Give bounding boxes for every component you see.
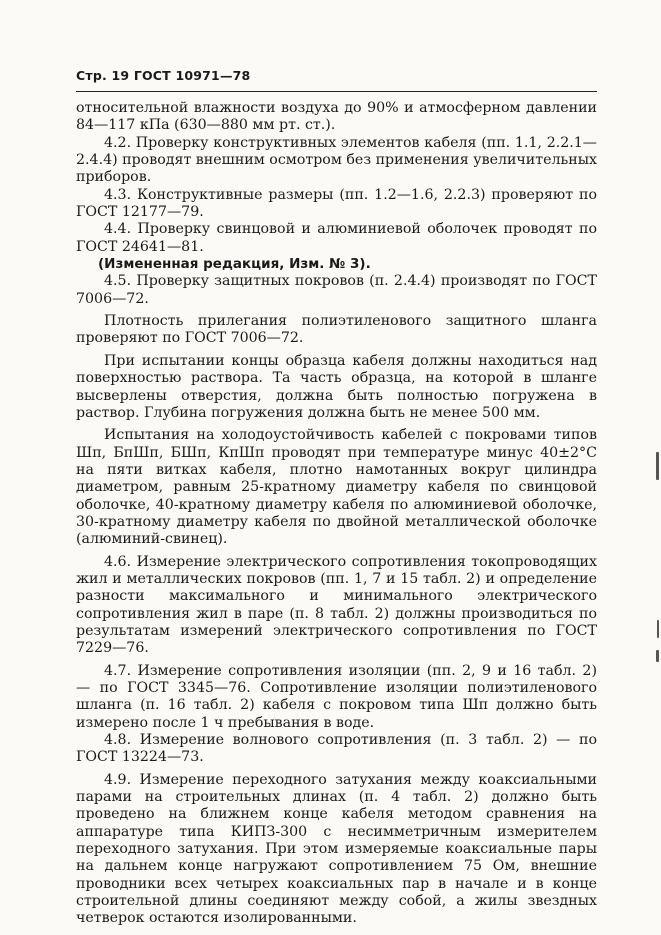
paragraph-continuation: относительной влажности воздуха до 90% и атмосферном давлении 84—117 кПа (630—880 мм рт. ст.). (76, 100, 597, 134)
paragraph-4-4: 4.4. Проверку свинцовой и алюминиевой оболочек проводят по ГОСТ 24641—81. (76, 221, 597, 255)
paragraph-test-immersion: При испытании концы образца кабеля должны находиться над поверхностью раствора. Та часть образца, на которой в шланге высверлены отверстия, должна быть полностью погружена в раствор. Глубина погружения должна быть не менее 500 мм. (76, 352, 597, 421)
scan-speck (656, 452, 659, 480)
paragraph-4-8: 4.8. Измерение волнового сопротивления (п. 3 табл. 2) — по ГОСТ 13224—73. (76, 732, 597, 766)
page-header: Стр. 19 ГОСТ 10971—78 (76, 68, 251, 83)
paragraph-4-9: 4.9. Измерение переходного затухания между коаксиальными парами на строительных длинах (п. 4 табл. 2) должно быть проведено на ближнем конце кабеля методом сравнения на аппаратуре типа КИПЗ-300 с несимметричным измерителем переходного затухания. При этом измеряемые коаксиальные пары на дальнем конце нагружают сопротивлением 75 Ом, внешние проводники всех четырех коаксиальных пар в начале и в конце строительной длины соединяют между собой, а жилы звездных четверок остаются изолированными. (76, 771, 597, 927)
paragraph-4-5: 4.5. Проверку защитных покровов (п. 2.4.4) производят по ГОСТ 7006—72. (76, 273, 597, 307)
document-body (76, 100, 597, 928)
amendment-note: (Измененная редакция, Изм. № 3). (98, 256, 371, 273)
paragraph-shield-density: Плотность прилегания полиэтиленового защитного шланга проверяют по ГОСТ 7006—72. (76, 313, 597, 347)
paragraph-cold-resistance: Испытания на холодоустойчивость кабелей с покровами типов Шп, БпШп, БШп, КпШп проводят при температуре минус 40±2°С на пяти витках кабеля, плотно намотанных вокруг цилиндра диаметром, равным 25-кратному диаметру кабеля по свинцовой оболочке, 40-кратному диаметру кабеля по алюминиевой оболочке, 30-кратному диаметру кабеля по двойной металлической оболочке (алюминий-свинец). (76, 427, 597, 548)
scan-speck (656, 650, 659, 662)
paragraph-4-7: 4.7. Измерение сопротивления изоляции (пп. 2, 9 и 16 табл. 2) — по ГОСТ 3345—76. Сопротивление изоляции полиэтиленового шланга (п. 16 табл. 2) кабеля с покровом типа Шп должно быть измерено после 1 ч пребывания в воде. (76, 662, 597, 731)
paragraph-4-3: 4.3. Конструктивные размеры (пп. 1.2—1.6, 2.2.3) проверяют по ГОСТ 12177—79. (76, 186, 597, 221)
paragraph-4-2: 4.2. Проверку конструктивных элементов кабеля (пп. 1.1, 2.2.1—2.4.4) проводят внешним осмотром без применения увеличительных приборов. (76, 134, 597, 186)
header-rule (76, 91, 597, 92)
paragraph-4-6: 4.6. Измерение электрического сопротивления токопроводящих жил и металлических покровов (пп. 1, 7 и 15 табл. 2) и определение разности максимального и минимального электрического сопротивления жил в паре (п. 8 табл. 2) должны производиться по результатам измерений электрического сопротивления по ГОСТ 7229—76. (76, 553, 597, 657)
scan-speck (657, 620, 659, 638)
